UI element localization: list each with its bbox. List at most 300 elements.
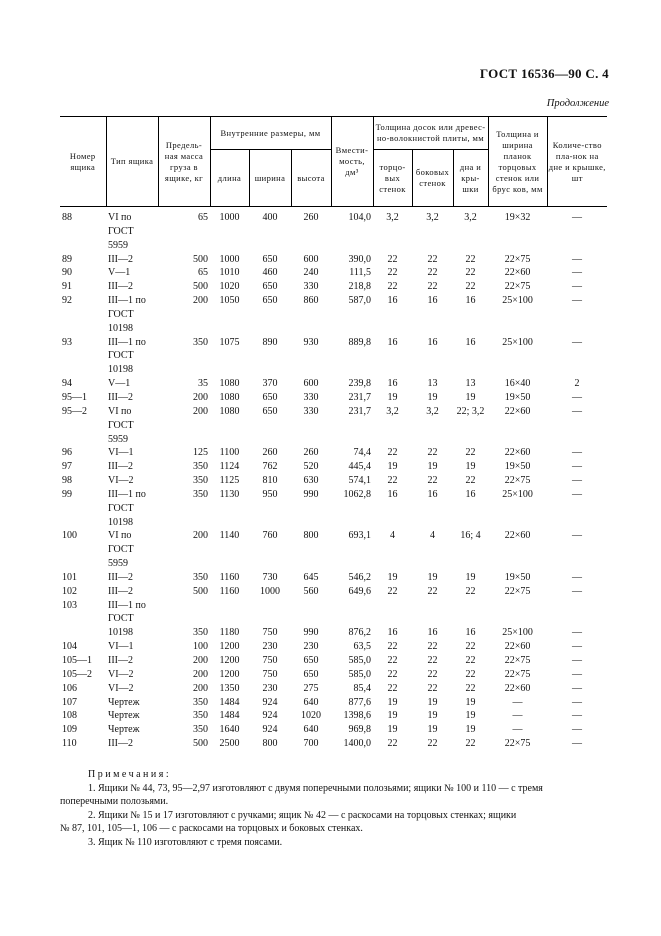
cell-count <box>547 543 607 557</box>
cell-count: — <box>572 461 583 473</box>
cell-end-walls <box>373 225 412 239</box>
cell-number: 100 <box>62 530 77 542</box>
cell-planks: 25×100 <box>502 488 533 500</box>
cell-count: — <box>572 475 583 487</box>
table-row <box>60 626 607 640</box>
cell-planks <box>488 516 547 530</box>
cell-end-walls: 19 <box>387 696 398 708</box>
cell-side-walls: 3,2 <box>426 405 439 417</box>
cell-side-walls: 22 <box>427 475 438 487</box>
cell-type: III—1 по <box>108 336 146 348</box>
cell-side-walls <box>412 516 453 530</box>
cell-type: 5959 <box>108 433 128 445</box>
cell-side-walls: 19 <box>427 461 438 473</box>
cell-side-walls: 4 <box>430 530 436 542</box>
cell-mass <box>158 239 210 253</box>
table-row <box>60 543 607 557</box>
cell-bottom-lid: 22 <box>465 447 476 459</box>
cell-bottom-lid <box>453 419 488 433</box>
cell-planks: 22×75 <box>504 475 531 487</box>
table-row <box>60 640 607 654</box>
cell-number <box>60 349 106 363</box>
cell-length: 1010 <box>219 267 240 279</box>
cell-capacity: 585,0 <box>348 668 372 680</box>
cell-number: 105—2 <box>62 668 92 680</box>
cell-length: 1160 <box>219 585 240 597</box>
cell-end-walls: 16 <box>387 488 398 500</box>
cell-capacity: 104,0 <box>348 212 372 223</box>
cell-count <box>547 433 607 447</box>
cell-capacity <box>331 433 373 447</box>
cell-planks <box>488 363 547 377</box>
cell-end-walls: 22 <box>387 655 398 666</box>
cell-capacity: 587,0 <box>348 295 372 307</box>
cell-mass: 200 <box>193 682 208 694</box>
cell-count <box>547 419 607 433</box>
cell-number <box>60 239 106 253</box>
cell-type: VI—1 <box>108 641 134 653</box>
cell-width: 762 <box>262 461 278 473</box>
cell-type: 10198 <box>108 627 133 639</box>
header-count: Количе-ство пла-нок на дне и крышке, шт <box>547 117 607 207</box>
note-1: 1. Ящики № 44, 73, 95—2,97 изготовляют с двумя поперечными полозьями; ящики № 100 и 110 — с тремя <box>88 782 543 794</box>
cell-planks: 22×75 <box>504 281 531 293</box>
cell-type: VI—2 <box>108 668 134 680</box>
cell-type: VI—2 <box>108 475 134 487</box>
cell-length: 1080 <box>219 378 240 390</box>
cell-count: — <box>572 627 583 639</box>
cell-capacity: 445,4 <box>348 461 372 473</box>
cell-number: 109 <box>62 724 77 736</box>
cell-number <box>60 363 106 377</box>
cell-length: 1020 <box>219 281 240 293</box>
cell-length: 1050 <box>219 295 240 307</box>
cell-length <box>210 239 249 253</box>
cell-planks: 22×60 <box>504 530 531 542</box>
cell-end-walls: 3,2 <box>386 212 399 223</box>
cell-width: 924 <box>262 710 278 722</box>
header-length: длина <box>210 150 249 207</box>
cell-capacity: 877,6 <box>348 696 372 708</box>
cell-type: Чертеж <box>108 710 140 722</box>
cell-bottom-lid <box>453 308 488 322</box>
cell-count: — <box>572 295 583 307</box>
cell-end-walls <box>373 419 412 433</box>
cell-width <box>249 599 291 613</box>
cell-width: 230 <box>262 641 278 653</box>
header-end-walls: торцо-вых стенок <box>373 150 412 207</box>
cell-number: 96 <box>62 447 72 459</box>
cell-count: — <box>572 488 583 500</box>
cell-length <box>210 363 249 377</box>
table-row <box>60 668 607 682</box>
cell-width: 890 <box>262 336 278 348</box>
cell-count: — <box>572 655 583 666</box>
cell-count: — <box>572 281 583 293</box>
cell-count <box>547 612 607 626</box>
cell-side-walls: 22 <box>427 668 438 680</box>
cell-bottom-lid: 19 <box>465 391 476 403</box>
cell-width: 924 <box>262 724 278 736</box>
cell-height <box>291 363 331 377</box>
cell-side-walls: 22 <box>427 281 438 293</box>
cell-length: 1180 <box>219 627 240 639</box>
cell-width: 260 <box>262 447 278 459</box>
cell-mass: 500 <box>193 253 208 265</box>
cell-count <box>547 239 607 253</box>
cell-bottom-lid: 22 <box>465 682 476 694</box>
cell-width: 730 <box>262 571 278 583</box>
cell-count <box>547 308 607 322</box>
cell-number <box>60 433 106 447</box>
cell-mass <box>158 225 210 239</box>
cell-width <box>249 349 291 363</box>
cell-planks: 22×75 <box>504 668 531 680</box>
cell-end-walls <box>373 516 412 530</box>
cell-type: ГОСТ <box>108 350 134 362</box>
cell-height <box>291 612 331 626</box>
cell-planks: 22×60 <box>504 405 531 417</box>
cell-width <box>249 433 291 447</box>
cell-type: III—2 <box>108 253 133 265</box>
cell-end-walls <box>373 543 412 557</box>
table-row <box>60 391 607 405</box>
cell-end-walls: 16 <box>387 336 398 348</box>
cell-number: 88 <box>62 212 72 223</box>
cell-type: VI по <box>108 530 132 542</box>
cell-end-walls: 22 <box>387 641 398 653</box>
cell-length: 1125 <box>219 475 240 487</box>
cell-end-walls: 19 <box>387 710 398 722</box>
cell-length: 1640 <box>219 724 240 736</box>
cell-side-walls: 19 <box>427 571 438 583</box>
cell-end-walls: 16 <box>387 627 398 639</box>
cell-end-walls: 22 <box>387 281 398 293</box>
cell-planks: 22×60 <box>504 641 531 653</box>
cell-width: 400 <box>262 212 278 223</box>
cell-width: 760 <box>262 530 278 542</box>
cell-height: 700 <box>303 738 319 750</box>
cell-planks <box>488 612 547 626</box>
cell-number <box>60 612 106 626</box>
cell-capacity: 1062,8 <box>343 488 372 500</box>
cell-length <box>210 322 249 336</box>
cell-width: 750 <box>262 668 278 680</box>
cell-type: 10198 <box>108 322 133 334</box>
cell-mass <box>158 308 210 322</box>
cell-side-walls <box>412 419 453 433</box>
cell-planks: 19×32 <box>504 212 531 223</box>
cell-type: III—2 <box>108 585 133 597</box>
cell-side-walls: 19 <box>427 710 438 722</box>
cell-length: 1200 <box>219 655 240 666</box>
cell-number: 101 <box>62 571 77 583</box>
cell-planks: — <box>512 696 523 708</box>
cell-mass: 350 <box>193 696 208 708</box>
cell-length <box>210 433 249 447</box>
cell-number: 102 <box>62 585 77 597</box>
cell-type: III—2 <box>108 571 133 583</box>
note-1-continued: поперечными полозьями. <box>60 796 169 807</box>
cell-side-walls <box>412 612 453 626</box>
cell-end-walls <box>373 239 412 253</box>
cell-mass: 125 <box>193 447 208 459</box>
cell-number: 93 <box>62 336 72 348</box>
cell-bottom-lid <box>453 239 488 253</box>
cell-length <box>210 349 249 363</box>
cell-capacity: 546,2 <box>348 571 372 583</box>
cell-mass: 200 <box>193 295 208 307</box>
header-number: Номер ящика <box>60 117 106 207</box>
cell-count: — <box>572 253 583 265</box>
cell-side-walls: 22 <box>427 253 438 265</box>
cell-mass <box>158 322 210 336</box>
cell-type: VI—2 <box>108 682 134 694</box>
cell-height: 330 <box>303 281 319 293</box>
table-row <box>60 557 607 571</box>
cell-count <box>547 516 607 530</box>
cell-end-walls: 22 <box>387 668 398 680</box>
cell-bottom-lid: 22 <box>465 267 476 279</box>
cell-mass <box>158 599 210 613</box>
cell-length: 1000 <box>219 212 240 223</box>
cell-width: 1000 <box>260 585 280 597</box>
cell-planks: 19×50 <box>504 461 531 473</box>
cell-number <box>60 557 106 571</box>
header-width: ширина <box>249 150 291 207</box>
cell-bottom-lid <box>453 502 488 516</box>
table-row <box>60 308 607 322</box>
header-type: Тип ящика <box>106 117 158 207</box>
cell-length <box>210 516 249 530</box>
cell-end-walls <box>373 349 412 363</box>
table-row <box>60 294 607 308</box>
cell-count <box>547 363 607 377</box>
cell-end-walls <box>373 308 412 322</box>
cell-count <box>547 349 607 363</box>
cell-planks <box>488 225 547 239</box>
table-row <box>60 529 607 543</box>
cell-bottom-lid <box>453 225 488 239</box>
cell-side-walls: 22 <box>427 585 438 597</box>
cell-type: 10198 <box>108 516 133 528</box>
cell-type: VI по <box>108 212 132 223</box>
cell-number: 95—2 <box>62 405 87 417</box>
cell-planks: 22×60 <box>504 267 531 279</box>
cell-mass: 200 <box>193 530 208 542</box>
cell-side-walls <box>412 557 453 571</box>
note-2-continued: № 87, 101, 105—1, 106 — с раскосами на торцовых и боковых стенках. <box>60 823 363 834</box>
cell-end-walls <box>373 502 412 516</box>
cell-type: III—2 <box>108 281 133 293</box>
cell-width: 800 <box>262 738 278 750</box>
cell-capacity: 239,8 <box>348 378 372 390</box>
cell-height <box>291 516 331 530</box>
cell-type: 5959 <box>108 239 128 251</box>
cell-side-walls: 16 <box>427 295 438 307</box>
cell-width <box>249 557 291 571</box>
cell-width <box>249 502 291 516</box>
cell-side-walls <box>412 502 453 516</box>
cell-width: 460 <box>262 267 278 279</box>
cell-count <box>547 322 607 336</box>
cell-count: — <box>572 530 583 542</box>
cell-length: 2500 <box>219 738 240 750</box>
cell-planks <box>488 308 547 322</box>
cell-type: III—2 <box>108 655 133 666</box>
cell-planks <box>488 543 547 557</box>
cell-planks: 25×100 <box>502 336 533 348</box>
table-row <box>60 474 607 488</box>
cell-bottom-lid: 13 <box>465 378 476 390</box>
cell-planks <box>488 599 547 613</box>
cell-planks: 25×100 <box>502 295 533 307</box>
cell-capacity: 74,4 <box>353 447 372 459</box>
cell-type: 5959 <box>108 558 128 570</box>
cell-bottom-lid <box>453 612 488 626</box>
cell-height: 630 <box>303 475 319 487</box>
cell-height: 260 <box>303 212 319 223</box>
cell-height <box>291 239 331 253</box>
cell-capacity: 218,8 <box>348 281 372 293</box>
cell-side-walls: 16 <box>427 336 438 348</box>
cell-side-walls: 22 <box>427 641 438 653</box>
cell-length: 1484 <box>219 696 240 708</box>
cell-width <box>249 322 291 336</box>
cell-width <box>249 516 291 530</box>
cell-type: V—1 <box>108 378 131 390</box>
cell-bottom-lid: 22 <box>465 253 476 265</box>
cell-length: 1075 <box>219 336 240 348</box>
cell-length: 1100 <box>219 447 240 459</box>
table-row <box>60 599 607 613</box>
cell-capacity: 1400,0 <box>343 738 372 750</box>
cell-width: 650 <box>262 391 278 403</box>
cell-count: — <box>572 682 583 694</box>
cell-type: III—1 по <box>108 599 146 611</box>
cell-number: 90 <box>62 267 72 279</box>
cell-type: Чертеж <box>108 724 140 736</box>
cell-count: — <box>572 585 583 597</box>
cell-capacity: 969,8 <box>348 724 372 736</box>
header-mass: Предель-ная масса груза в ящике, кг <box>158 117 210 207</box>
cell-number: 108 <box>62 710 77 722</box>
cell-planks: 25×100 <box>502 627 533 639</box>
cell-end-walls: 22 <box>387 475 398 487</box>
cell-number: 92 <box>62 295 72 307</box>
cell-height: 860 <box>303 295 319 307</box>
cell-mass: 500 <box>193 738 208 750</box>
cell-length: 1200 <box>219 668 240 680</box>
notes-section <box>60 768 608 849</box>
cell-height <box>291 543 331 557</box>
cell-end-walls <box>373 433 412 447</box>
cell-height: 520 <box>303 461 319 473</box>
table-row <box>60 419 607 433</box>
cell-mass <box>158 557 210 571</box>
cell-planks: — <box>512 710 523 722</box>
cell-capacity: 111,5 <box>349 267 372 279</box>
table-row <box>60 225 607 239</box>
cell-height <box>291 502 331 516</box>
cell-height: 800 <box>303 530 319 542</box>
cell-capacity: 1398,6 <box>343 710 372 722</box>
cell-capacity: 889,8 <box>348 336 372 348</box>
cell-mass: 200 <box>193 391 208 403</box>
cell-length: 1130 <box>219 488 240 500</box>
cell-width: 650 <box>262 281 278 293</box>
cell-bottom-lid: 19 <box>465 710 476 722</box>
cell-capacity <box>331 225 373 239</box>
cell-length: 1350 <box>219 682 240 694</box>
cell-planks <box>488 557 547 571</box>
cell-length: 1000 <box>219 253 240 265</box>
cell-count: — <box>572 641 583 653</box>
cell-mass: 65 <box>198 212 208 223</box>
cell-height <box>291 557 331 571</box>
cell-mass: 350 <box>193 475 208 487</box>
cell-bottom-lid: 16 <box>465 336 476 348</box>
cell-capacity: 390,0 <box>348 253 372 265</box>
cell-end-walls <box>373 322 412 336</box>
cell-length <box>210 612 249 626</box>
cell-height: 560 <box>303 585 319 597</box>
cell-bottom-lid <box>453 349 488 363</box>
cell-side-walls: 22 <box>427 447 438 459</box>
cell-mass <box>158 433 210 447</box>
cell-type: ГОСТ <box>108 613 134 625</box>
cell-bottom-lid: 3,2 <box>464 212 477 223</box>
cell-number: 103 <box>62 599 77 611</box>
cell-height: 240 <box>303 267 319 279</box>
notes-title: Примечания: <box>88 769 172 780</box>
cell-width <box>249 225 291 239</box>
cell-planks: — <box>512 724 523 736</box>
cell-height: 990 <box>303 627 319 639</box>
cell-capacity <box>331 363 373 377</box>
table-row <box>60 737 607 751</box>
cell-end-walls: 19 <box>387 571 398 583</box>
cell-side-walls <box>412 363 453 377</box>
table-row <box>60 336 607 350</box>
cell-mass: 65 <box>198 267 208 279</box>
cell-mass <box>158 516 210 530</box>
cell-bottom-lid <box>453 599 488 613</box>
cell-height: 645 <box>303 571 319 583</box>
cell-length <box>210 502 249 516</box>
cell-end-walls: 22 <box>387 682 398 694</box>
cell-capacity: 574,1 <box>348 475 372 487</box>
table-row <box>60 516 607 530</box>
cell-side-walls: 16 <box>427 488 438 500</box>
cell-number: 91 <box>62 281 72 293</box>
header-thickness: Толщина досок или древес-но-волокнистой плиты, мм <box>373 117 488 150</box>
cell-height <box>291 419 331 433</box>
cell-end-walls: 22 <box>387 267 398 279</box>
cell-bottom-lid: 22 <box>465 655 476 666</box>
cell-height: 600 <box>303 378 319 390</box>
cell-type: VI по <box>108 405 132 417</box>
cell-height <box>291 225 331 239</box>
cell-capacity: 231,7 <box>348 391 372 403</box>
cell-planks <box>488 502 547 516</box>
cell-count: 2 <box>574 378 580 390</box>
cell-count: — <box>572 336 583 348</box>
header-side-walls: боковых стенок <box>412 150 453 207</box>
table-row <box>60 488 607 502</box>
cell-capacity <box>331 322 373 336</box>
cell-height: 650 <box>303 655 319 666</box>
